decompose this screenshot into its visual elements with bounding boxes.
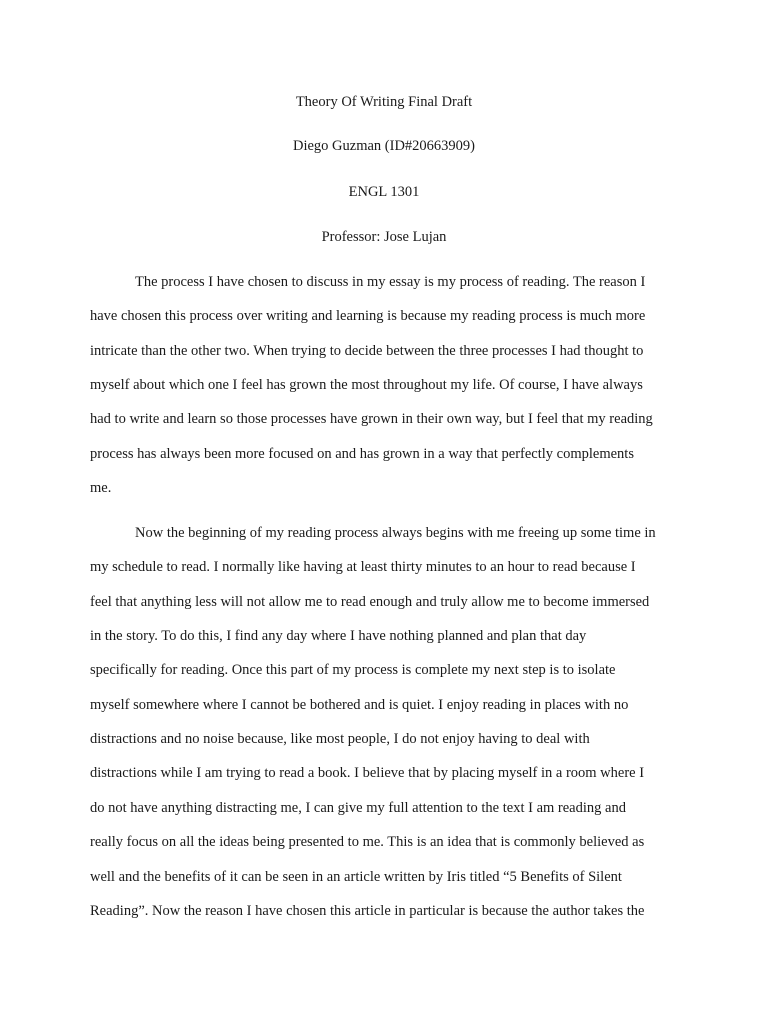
paragraph-1-line: process has always been more focused on and has grown in a way that perfectly complements <box>90 446 634 462</box>
paragraph-1-line: myself about which one I feel has grown the most throughout my life. Of course, I have always <box>90 377 643 393</box>
paragraph-1-line: intricate than the other two. When trying to decide between the three processes I had thought to <box>90 343 644 359</box>
paragraph-2-line: distractions and no noise because, like most people, I do not enjoy having to deal with <box>90 731 590 747</box>
author-line: Diego Guzman (ID#20663909) <box>292 138 475 154</box>
paragraph-2-line: in the story. To do this, I find any day where I have nothing planned and plan that day <box>90 628 587 644</box>
paragraph-2-line: distractions while I am trying to read a book. I believe that by placing myself in a room where I <box>90 765 645 781</box>
professor-line: Professor: Jose Lujan <box>321 229 447 245</box>
paragraph-1-line: had to write and learn so those processes have grown in their own way, but I feel that my reading <box>90 411 653 427</box>
paragraph-2-line: my schedule to read. I normally like having at least thirty minutes to an hour to read because I <box>90 559 636 575</box>
paragraph-2-line: really focus on all the ideas being presented to me. This is an idea that is commonly believed as <box>90 834 645 850</box>
paragraph-2-line: feel that anything less will not allow me to read enough and truly allow me to become immersed <box>90 594 650 610</box>
document-title: Theory Of Writing Final Draft <box>295 94 473 110</box>
paragraph-2-line: specifically for reading. Once this part of my process is complete my next step is to isolate <box>90 662 616 678</box>
course-line: ENGL 1301 <box>348 184 420 200</box>
paragraph-1-line: me. <box>90 480 112 496</box>
paragraph-2-line: do not have anything distracting me, I can give my full attention to the text I am reading and <box>90 800 626 816</box>
paragraph-2-line: myself somewhere where I cannot be bothered and is quiet. I enjoy reading in places with no <box>90 697 629 713</box>
paragraph-1-line: The process I have chosen to discuss in my essay is my process of reading. The reason I <box>135 274 646 290</box>
paragraph-1-line: have chosen this process over writing and learning is because my reading process is much more <box>90 308 646 324</box>
paragraph-2-line: Reading”. Now the reason I have chosen this article in particular is because the author takes the <box>90 903 645 919</box>
paragraph-2-line: well and the benefits of it can be seen in an article written by Iris titled “5 Benefits of Silent <box>90 869 622 885</box>
paragraph-2-line: Now the beginning of my reading process always begins with me freeing up some time in <box>135 525 656 541</box>
